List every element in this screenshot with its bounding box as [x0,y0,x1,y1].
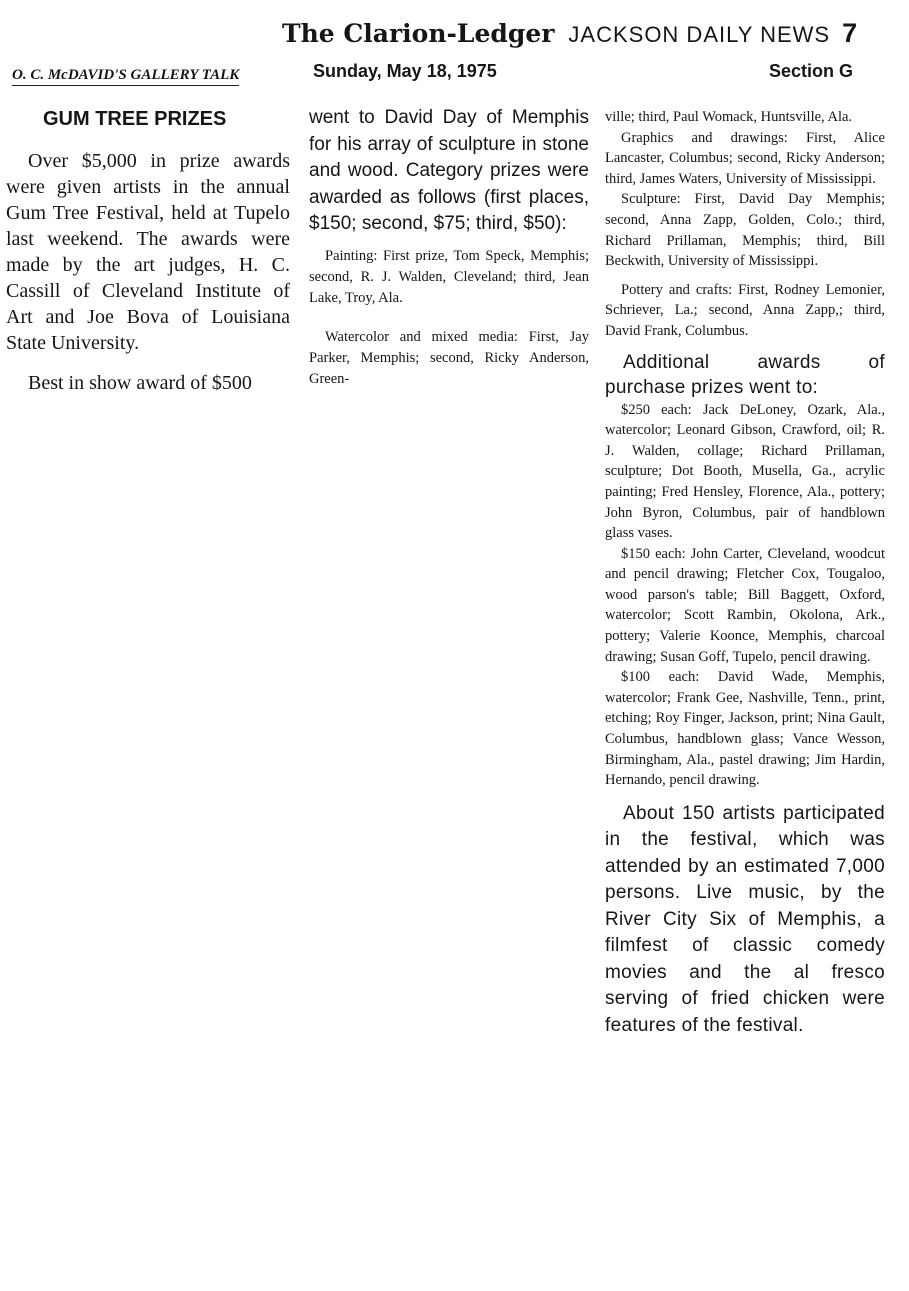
masthead [282,20,857,47]
sculpture-awards: Sculpture: First, David Day Memphis; second, Anna Zapp, Golden, Colo.; third, Richard Prillaman, Memphis; third, Bill Beckwith, University of Mississippi. [605,191,885,270]
column-byline: O. C. McDAVID'S GALLERY TALK [12,67,239,86]
pottery-awards: Pottery and crafts: First, Rodney Lemonier, Schriever, La.; second, Anna Zapp,; third, David Frank, Columbus. [605,281,885,339]
column-2 [309,105,589,390]
purchase-prizes-250: $250 each: Jack DeLoney, Ozark, Ala., watercolor; Leonard Gibson, Crawford, oil; R. J. Walden, collage; Richard Prillaman, sculpture; Dot Booth, Musella, Ga., acrylic painting; Fred Hensley, Florence, Ala., pottery; John Byron, Columbus, pair of handblown glass vases. [605,401,885,542]
best-in-show-paragraph-start: Best in show award of $500 [28,372,252,394]
page-number: 7 [842,18,858,48]
purchase-prizes-100: $100 each: David Wade, Memphis, watercolor; Frank Gee, Nashville, Tenn., print, etching; Roy Finger, Jackson, print; Nina Gault, Columbus, handblown glass; Vance Wesson, Birmingham, Ala., pastel drawing; Jim Hardin, Hernando, pencil drawing. [605,669,885,789]
section-label: Section G [768,61,853,81]
graphics-awards: Graphics and drawings: First, Alice Lancaster, Columbus; second, Ricky Anderson; third, James Waters, University of Mississippi. [605,129,885,187]
newspaper-name: The Clarion-Ledger [282,19,555,48]
headline: GUM TREE PRIZES [43,108,227,130]
watercolor-awards-start: Watercolor and mixed media: First, Jay Parker, Memphis; second, Ricky Anderson, Green- [309,328,589,387]
closing-paragraph: About 150 artists participated in the festival, which was attended by an estimated 7,000 persons. Live music, by the River City Six of Memphis, a filmfest of classic comedy movies and the al fresco serving of fried chicken were features of the festival. [605,802,885,1036]
additional-awards-intro: Additional awards of purchase prizes went to: [605,351,885,398]
column-3 [605,107,885,1039]
best-in-show-paragraph-cont: went to David Day of Memphis for his array of sculpture in stone and wood. Category prizes were awarded as follows (first places, $150; second, $75; third, $50): [309,107,589,234]
second-newspaper-name: JACKSON DAILY NEWS [568,22,831,47]
intro-paragraph: Over $5,000 in prize awards were given artists in the annual Gum Tree Festival, held at Tupelo last weekend. The awards were made by the art judges, H. C. Cassill of Cleveland Institute of Art and Joe Bova of Louisiana State University. [6,150,290,354]
column-1 [6,148,290,396]
watercolor-awards-cont: ville; third, Paul Womack, Huntsville, Ala. [605,109,853,125]
purchase-prizes-150: $150 each: John Carter, Cleveland, woodcut and pencil drawing; Fletcher Cox, Tougaloo, wood parson's table; Bill Baggett, Oxford, watercolor; Scott Rambin, Okolona, Ark., pottery; Valerie Koonce, Memphis, charcoal drawing; Susan Goff, Tupelo, pencil drawing. [605,545,885,665]
painting-awards: Painting: First prize, Tom Speck, Memphis; second, R. J. Walden, Cleveland; third, Jean Lake, Troy, Ala. [309,247,589,306]
dateline: Sunday, May 18, 1975 [313,61,497,81]
